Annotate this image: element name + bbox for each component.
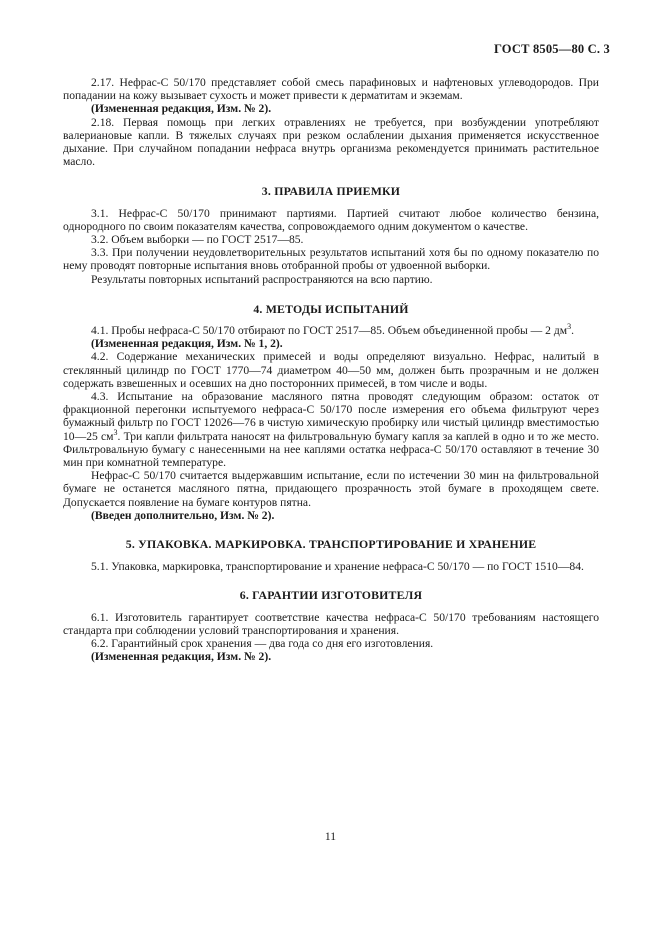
clause-3-1: 3.1. Нефрас-С 50/170 принимают партиями. Партией считают любое количество бензина, однородного по своим показателям качества, сопровождаемого одним документом о качестве.	[63, 206, 599, 233]
clause-4-1-end: .	[571, 324, 574, 338]
clause-4-2: 4.2. Содержание механических примесей и воды определяют визуально. Нефрас, налитый в стеклянный цилиндр по ГОСТ 1770—74 диаметром 40—50 мм, должен быть прозрачным и не должен содержать взвешенных и осевших на дно посторонних примесей, в том числе и воды.	[63, 350, 599, 390]
clause-6-2: 6.2. Гарантийный срок хранения — два года со дня его изготовления.	[91, 637, 434, 651]
superscript: 3	[567, 322, 572, 332]
clause-2-17: 2.17. Нефрас-С 50/170 представляет собой смесь парафиновых и нафтеновых углеводородов. При попадании на кожу вызывает сухость и может привести к дерматитам и экземам.	[63, 76, 599, 103]
clause-3-3-continued: Результаты повторных испытаний распространяются на всю партию.	[91, 272, 433, 286]
clause-3-3: 3.3. При получении неудовлетворительных результатов испытаний хотя бы по одному показателю по нему проводят повторные испытания вновь отобранной пробы от удвоенной выборки.	[63, 246, 599, 273]
clause-6-1: 6.1. Изготовитель гарантирует соответствие качества нефраса-С 50/170 требованиям настоящего стандарта при соблюдении условий транспортирования и хранения.	[63, 610, 599, 637]
section-5-heading: 5. УПАКОВКА. МАРКИРОВКА. ТРАНСПОРТИРОВАНИЕ И ХРАНЕНИЕ	[125, 537, 537, 552]
section-3-heading: 3. ПРАВИЛА ПРИЕМКИ	[261, 184, 401, 199]
clause-4-3-continued: Нефрас-С 50/170 считается выдержавшим испытание, если по истечении 30 мин на фильтровальной бумаге не останется масляного пятна, придающего прозрачность этой бумаге в проходящем свете. Допускается появление на бумаге контуров пятна.	[63, 469, 599, 509]
amendment-note: (Измененная редакция, Изм. № 1, 2).	[91, 337, 283, 351]
clause-4-3-text: 4.3. Испытание на образование масляного пятна проводят следующим образом: остаток от фракционной перегонки испытуемого нефраса-С 50/170 после измерения его объема фильтруют через бумажный фильтр по ГОСТ 12026—76 в чистую химическую пробирку или чистый цилиндр вместимостью 10—25 см	[63, 390, 599, 443]
clause-4-3	[63, 390, 599, 469]
superscript: 3	[113, 427, 118, 437]
clause-2-18: 2.18. Первая помощь при легких отравлениях не требуется, при возбуждении употребляют валериановые капли. В тяжелых случаях при резком ослаблении дыхания применяется искусственное дыхание. При случайном попадании нефраса внутрь организма рекомендуется принимать растительное масло.	[63, 115, 599, 169]
document-body	[63, 76, 599, 664]
amendment-note: (Введен дополнительно, Изм. № 2).	[91, 508, 275, 522]
clause-4-1	[63, 324, 599, 337]
clause-4-3-end: . Три капли фильтрата наносят на фильтровальную бумагу капля за каплей в одно и то же место. Фильтровальную бумагу с нанесенными на нее каплями остатка нефраса-С 50/170 оставляют в течение 30 мин при комнатной температуре.	[63, 429, 599, 470]
section-4-heading: 4. МЕТОДЫ ИСПЫТАНИЙ	[253, 301, 409, 316]
clause-4-1-text: 4.1. Пробы нефраса-С 50/170 отбирают по ГОСТ 2517—85. Объем объединенной пробы — 2 дм	[91, 324, 568, 338]
page-number: 11	[324, 830, 337, 843]
clause-5-1: 5.1. Упаковка, маркировка, транспортирование и хранение нефраса-С 50/170 — по ГОСТ 1510—84.	[91, 560, 584, 574]
amendment-note: (Измененная редакция, Изм. № 2).	[91, 102, 272, 116]
amendment-note: (Измененная редакция, Изм. № 2).	[91, 650, 272, 664]
page-header: ГОСТ 8505—80 С. 3	[493, 42, 610, 56]
section-6-heading: 6. ГАРАНТИИ ИЗГОТОВИТЕЛЯ	[239, 587, 423, 602]
clause-3-2: 3.2. Объем выборки — по ГОСТ 2517—85.	[91, 233, 304, 247]
